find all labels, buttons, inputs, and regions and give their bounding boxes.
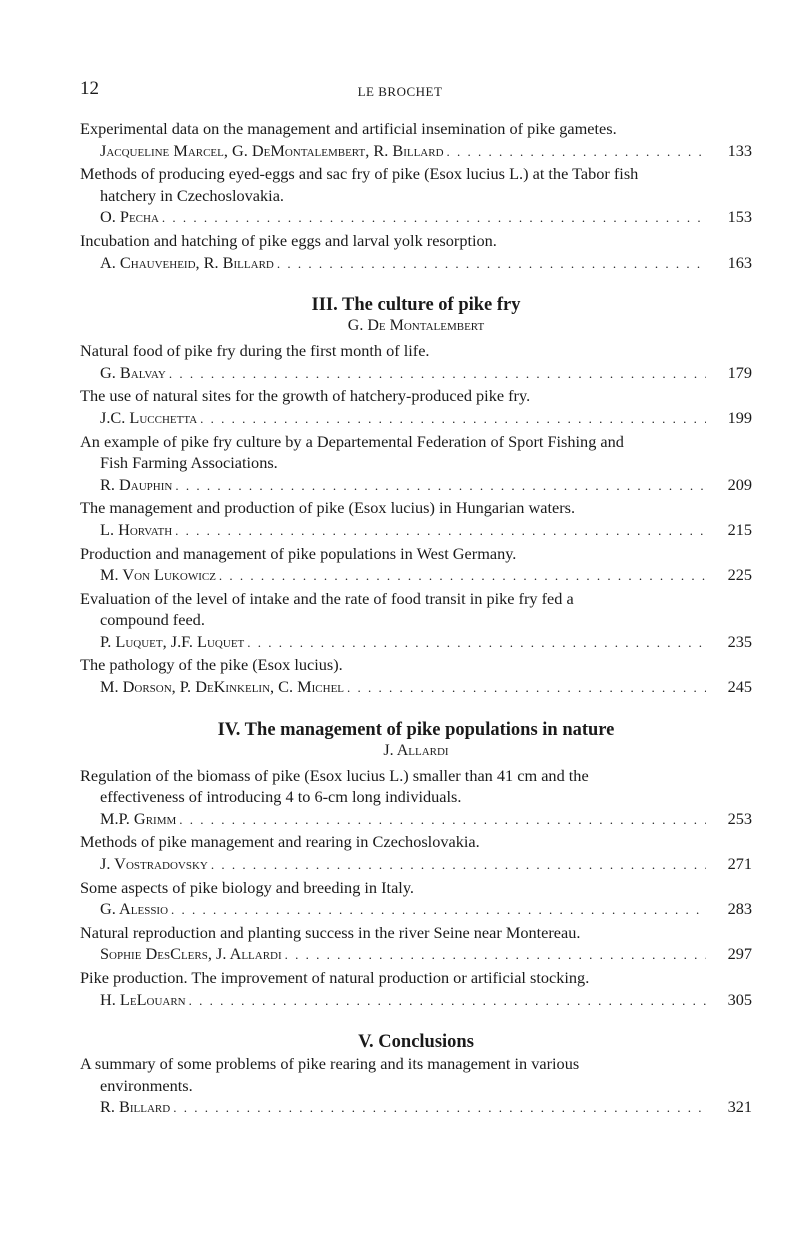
entry-author-line [80, 1096, 752, 1119]
running-title: LE BROCHET [357, 84, 443, 99]
entry-title: Experimental data on the management and artificial insemination of pike gametes. [80, 119, 617, 138]
entry-title: The pathology of the pike (Esox lucius). [80, 655, 343, 675]
toc-entry [80, 118, 752, 162]
entry-title: Evaluation of the level of intake and the rate of food transit in pike fry fed a [80, 588, 574, 608]
entry-title-continued: hatchery in Czechoslovakia. [100, 185, 284, 205]
section-editor: J. Allardi [383, 741, 449, 759]
section-title: IV. The management of pike populations in nature [217, 719, 615, 740]
entry-authors: G. Alessio [100, 899, 169, 919]
entry-author-line [80, 474, 752, 497]
entry-author-line [80, 362, 752, 385]
entry-page-number: 271 [727, 854, 752, 874]
entry-authors: L. Horvath [100, 519, 173, 539]
entry-page-number: 209 [727, 474, 752, 494]
entry-authors: M.P. Grimm [100, 808, 177, 828]
entry-author-line [80, 252, 752, 275]
dot-leader [247, 632, 706, 654]
entry-title: Methods of pike management and rearing in Czechoslovakia. [80, 832, 480, 852]
entry-author-line [80, 808, 752, 831]
dot-leader [173, 1097, 706, 1119]
toc-entry [80, 340, 752, 384]
entry-page-number: 321 [727, 1097, 752, 1117]
dot-leader [179, 809, 706, 831]
section-heading [80, 719, 752, 761]
section-title: V. Conclusions [358, 1032, 474, 1053]
entry-page-number: 199 [727, 407, 752, 427]
toc-entry [80, 588, 752, 654]
entry-author-line [80, 519, 752, 542]
toc-entry [80, 765, 752, 831]
entry-title-continued: compound feed. [100, 610, 205, 630]
toc-entry [80, 543, 752, 587]
entry-author-line [80, 631, 752, 654]
entry-authors: A. Chauveheid, R. Billard [100, 252, 274, 272]
entry-author-line [80, 943, 752, 966]
dot-leader [175, 520, 706, 542]
toc-entry [80, 877, 752, 921]
entry-title: A summary of some problems of pike rearing and its management in various [80, 1054, 580, 1074]
dot-leader [285, 944, 706, 966]
entry-title-continued: environments. [100, 1075, 193, 1095]
dot-leader [171, 899, 706, 921]
entry-page-number: 253 [727, 808, 752, 828]
entry-author-line [80, 407, 752, 430]
toc-entry [80, 967, 752, 1011]
toc-entry [80, 1053, 752, 1119]
entry-title: The use of natural sites for the growth of hatchery-produced pike fry. [80, 386, 531, 406]
entry-page-number: 163 [727, 252, 752, 272]
entry-authors: R. Billard [100, 1097, 171, 1117]
entry-authors: Sophie DesClers, J. Allardi [100, 944, 282, 964]
toc-entry [80, 831, 752, 875]
entry-page-number: 153 [727, 207, 752, 227]
entry-title: Regulation of the biomass of pike (Esox lucius L.) smaller than 41 cm and the [80, 765, 589, 785]
entry-page-number: 179 [727, 362, 752, 382]
entry-title: Natural reproduction and planting success in the river Seine near Montereau. [80, 922, 581, 942]
toc-entry [80, 431, 752, 497]
entry-title: Incubation and hatching of pike eggs and larval yolk resorption. [80, 230, 497, 250]
section-heading [80, 294, 752, 336]
entry-page-number: 133 [727, 140, 752, 160]
entry-author-line [80, 989, 752, 1012]
entry-authors: G. Balvay [100, 362, 166, 382]
entry-author-line [80, 676, 752, 699]
entry-title: The management and production of pike (Esox lucius) in Hungarian waters. [80, 498, 576, 518]
entry-page-number: 283 [727, 899, 752, 919]
toc-entry [80, 230, 752, 274]
entry-author-line [80, 898, 752, 921]
entry-page-number: 215 [727, 519, 752, 539]
entry-title: An example of pike fry culture by a Departemental Federation of Sport Fishing and [80, 431, 624, 451]
entry-authors: O. Pecha [100, 207, 159, 227]
entry-author-line [80, 853, 752, 876]
entry-authors: M. Von Lukowicz [100, 565, 216, 585]
dot-leader [347, 677, 706, 699]
dot-leader [447, 141, 706, 163]
entry-title: Some aspects of pike biology and breeding in Italy. [80, 877, 414, 897]
dot-leader [200, 408, 706, 430]
section-title: III. The culture of pike fry [311, 295, 521, 316]
entry-authors: H. LeLouarn [100, 989, 186, 1009]
entry-author-line [80, 564, 752, 587]
toc-entry [80, 922, 752, 966]
entry-title-continued: effectiveness of introducing 4 to 6-cm long individuals. [100, 787, 462, 807]
section-heading [80, 1031, 752, 1053]
entry-page-number: 305 [727, 989, 752, 1009]
dot-leader [175, 475, 706, 497]
section-editor: G. De Montalembert [347, 317, 485, 335]
entry-page-number: 235 [727, 631, 752, 651]
page-number: 12 [80, 78, 99, 99]
entry-authors: P. Luquet, J.F. Luquet [100, 631, 245, 651]
dot-leader [277, 253, 706, 275]
entry-page-number: 225 [727, 565, 752, 585]
table-of-contents [80, 118, 752, 1120]
entry-author-line [80, 206, 752, 229]
dot-leader [162, 207, 706, 229]
entry-title: Natural food of pike fry during the first month of life. [80, 341, 430, 361]
toc-entry [80, 497, 752, 541]
entry-authors: J. Vostradovsky [100, 854, 208, 874]
entry-authors: M. Dorson, P. DeKinkelin, C. Michel [100, 677, 345, 697]
toc-entry [80, 163, 752, 229]
dot-leader [211, 854, 706, 876]
entry-authors: J.C. Lucchetta [100, 407, 198, 427]
entry-authors: Jacqueline Marcel, G. DeMontalembert, R. Billard [100, 140, 444, 160]
entry-title: Production and management of pike populations in West Germany. [80, 543, 517, 563]
dot-leader [189, 990, 706, 1012]
entry-author-line [80, 140, 752, 163]
dot-leader [169, 363, 706, 385]
entry-page-number: 297 [727, 944, 752, 964]
entry-page-number: 245 [727, 677, 752, 697]
toc-entry [80, 654, 752, 698]
toc-entry [80, 385, 752, 429]
entry-title-continued: Fish Farming Associations. [100, 453, 278, 473]
entry-title: Methods of producing eyed-eggs and sac fry of pike (Esox lucius L.) at the Tabor fish [80, 164, 639, 184]
entry-authors: R. Dauphin [100, 474, 173, 494]
dot-leader [219, 565, 706, 587]
entry-title: Pike production. The improvement of natural production or artificial stocking. [80, 968, 590, 987]
